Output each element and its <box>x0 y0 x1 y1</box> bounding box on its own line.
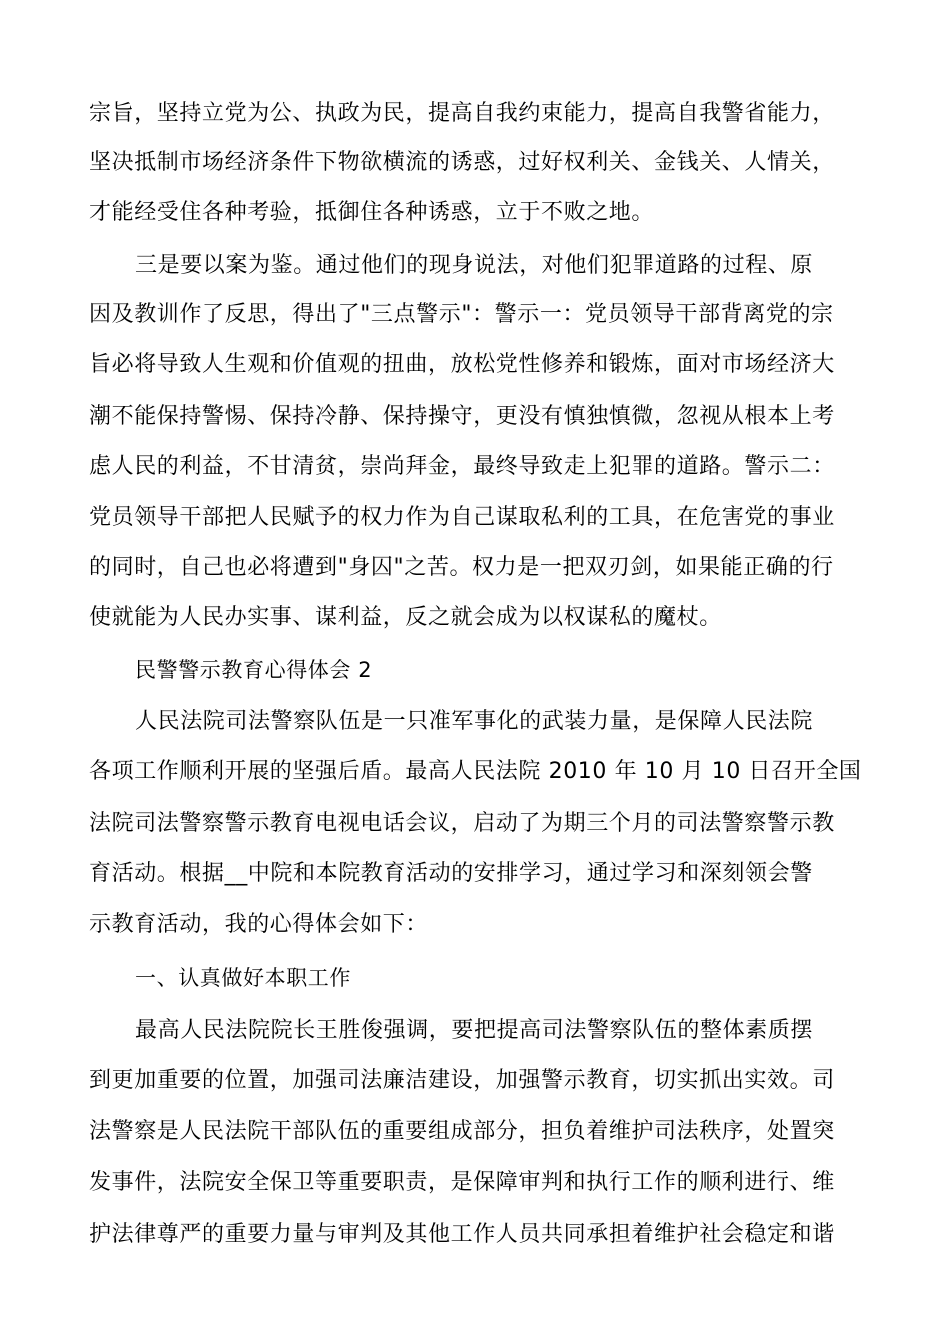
text-line: 的同时，自己也必将遭到"身囚"之苦。权力是一把双刃剑，如果能正确的行 <box>89 555 834 580</box>
text-line: 示教育活动，我的心得体会如下： <box>89 912 429 937</box>
paragraph-first-line: 人民法院司法警察队伍是一只准军事化的武装力量，是保障人民法院 <box>135 709 814 734</box>
subsection-heading: 一、认真做好本职工作 <box>135 966 351 990</box>
text-line: 法警察是人民法院干部队伍的重要组成部分，担负着维护司法秩序，处置突 <box>89 1119 835 1144</box>
text-line: 到更加重要的位置，加强司法廉洁建设，加强警示教育，切实抓出实效。司 <box>89 1068 835 1093</box>
text-line: 宗旨，坚持立党为公、执政为民，提高自我约束能力，提高自我警省能力， <box>89 101 835 126</box>
section-heading: 民警警示教育心得体会 2 <box>135 658 373 682</box>
text-line: 法院司法警察警示教育电视电话会议，启动了为期三个月的司法警察警示教 <box>89 811 835 836</box>
text-line: 虑人民的利益，不甘清贫，崇尚拜金，最终导致走上犯罪的道路。警示二： <box>89 454 835 479</box>
text-line: 护法律尊严的重要力量与审判及其他工作人员共同承担着维护社会稳定和谐 <box>89 1222 835 1247</box>
text-line: 育活动。根据__中院和本院教育活动的安排学习，通过学习和深刻领会警 <box>89 861 813 886</box>
text-line: 潮不能保持警惕、保持冷静、保持操守，更没有慎独慎微，忽视从根本上考 <box>89 404 835 429</box>
text-line: 使就能为人民办实事、谋利益，反之就会成为以权谋私的魔杖。 <box>89 605 722 630</box>
text-line: 发事件，法院安全保卫等重要职责，是保障审判和执行工作的顺利进行、维 <box>89 1170 835 1195</box>
paragraph-first-line: 最高人民法院院长王胜俊强调，要把提高司法警察队伍的整体素质摆 <box>135 1018 814 1043</box>
text-line: 党员领导干部把人民赋予的权力作为自己谋取私利的工具，在危害党的事业 <box>89 505 835 530</box>
text-line: 各项工作顺利开展的坚强后盾。最高人民法院 2010 年 10 月 10 日召开全国 <box>89 759 862 784</box>
text-line: 因及教训作了反思，得出了"三点警示"：警示一：党员领导干部背离党的宗 <box>89 302 834 327</box>
text-line: 坚决抵制市场经济条件下物欲横流的诱惑，过好权利关、金钱关、人情关， <box>89 150 835 175</box>
paragraph-first-line: 三是要以案为鉴。通过他们的现身说法，对他们犯罪道路的过程、原 <box>135 253 814 278</box>
text-line: 旨必将导致人生观和价值观的扭曲，放松党性修养和锻炼，面对市场经济大 <box>89 352 835 377</box>
text-line: 才能经受住各种考验，抵御住各种诱惑，立于不败之地。 <box>89 200 655 225</box>
